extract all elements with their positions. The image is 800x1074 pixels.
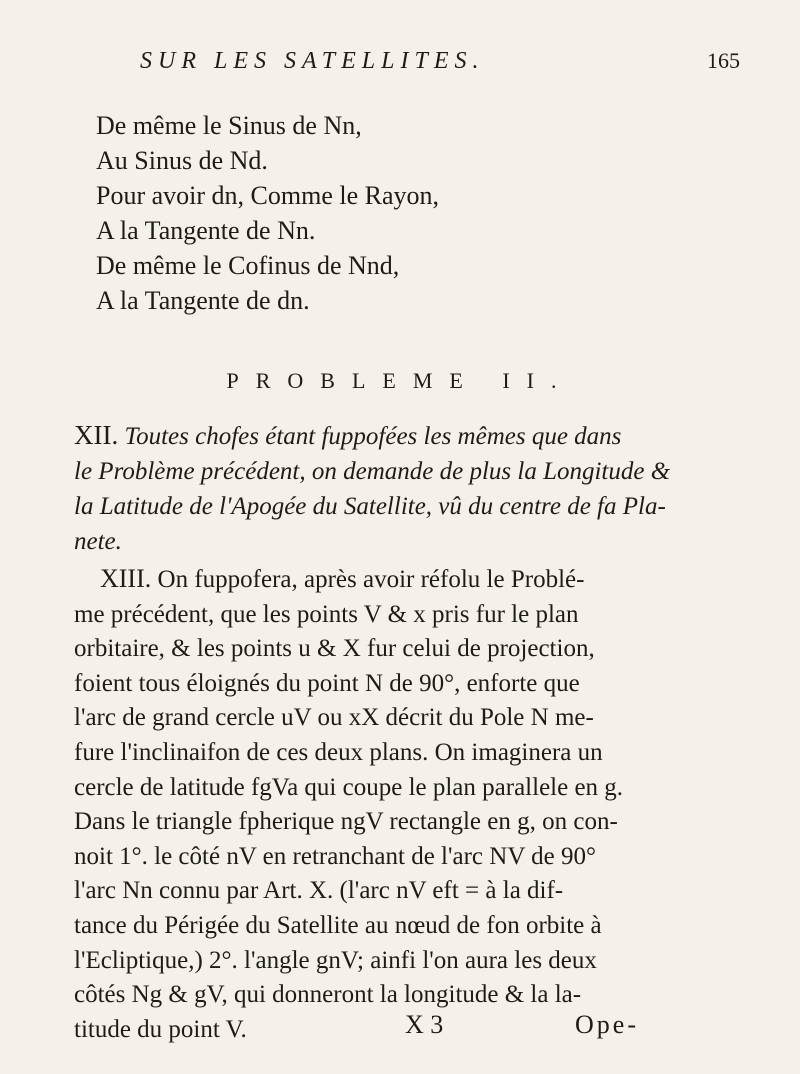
- section-line: l'Ecliptique,) 2°. l'angle gnV; ainfi l'on aura les deux: [74, 946, 597, 974]
- section-xiii: [74, 562, 774, 1047]
- section-line: côtés Ng & gV, qui donneront la longitude & la la-: [74, 981, 582, 1009]
- section-line: titude du point V.: [74, 1015, 247, 1043]
- signature-mark: X 3: [405, 1010, 444, 1039]
- section-line: la Latitude de l'Apogée du Satellite, vû du centre de fa Pla-: [74, 493, 666, 520]
- section-line: nete.: [74, 528, 122, 555]
- section-line: me précédent, que les points V & x pris fur le plan: [74, 600, 579, 628]
- section-line: noit 1°. le côté nV en retranchant de l'arc NV de 90°: [74, 842, 597, 870]
- section-line: l'arc de grand cercle uV ou xX décrit du Pole N me-: [74, 704, 594, 732]
- section-line: On fuppofera, après avoir réfolu le Problé-: [157, 566, 585, 593]
- verse-line: Au Sinus de Nd.: [96, 146, 268, 175]
- section-line: foient tous éloignés du point N de 90°, enforte que: [74, 669, 580, 697]
- catchword: Ope-: [575, 1010, 639, 1039]
- page-number: 165: [707, 48, 740, 73]
- section-line: le Problème précédent, on demande de plus la Longitude &: [74, 458, 671, 485]
- section-line: l'arc Nn connu par Art. X. (l'arc nV eft = à la dif-: [74, 877, 564, 905]
- section-line: cercle de latitude fgVa qui coupe le plan parallele en g.: [74, 773, 624, 801]
- verse-line: A la Tangente de Nn.: [96, 216, 316, 245]
- verse-line: Pour avoir dn, Comme le Rayon,: [96, 181, 440, 210]
- section-line: orbitaire, & les points u & X fur celui de projection,: [74, 635, 595, 663]
- verse-line: De même le Cofinus de Nnd,: [96, 251, 400, 280]
- running-header: [140, 48, 740, 75]
- section-label: XIII.: [100, 564, 152, 593]
- section-label: XII.: [74, 420, 119, 450]
- running-title: SUR LES SATELLITES.: [140, 48, 485, 74]
- section-line: Toutes chofes étant fuppofées les mêmes que dans: [124, 423, 622, 450]
- verse-line: De même le Sinus de Nn,: [96, 111, 362, 140]
- verse-block: [96, 108, 439, 318]
- verse-line: A la Tangente de dn.: [96, 286, 310, 315]
- section-line: tance du Périgée du Satellite au nœud de fon orbite à: [74, 911, 602, 939]
- section-line: Dans le triangle fpherique ngV rectangle en g, on con-: [74, 808, 618, 836]
- problem-heading: PROBLEME II.: [226, 368, 574, 393]
- section-xii: [74, 418, 774, 559]
- section-line: fure l'inclinaifon de ces deux plans. On imaginera un: [74, 738, 603, 766]
